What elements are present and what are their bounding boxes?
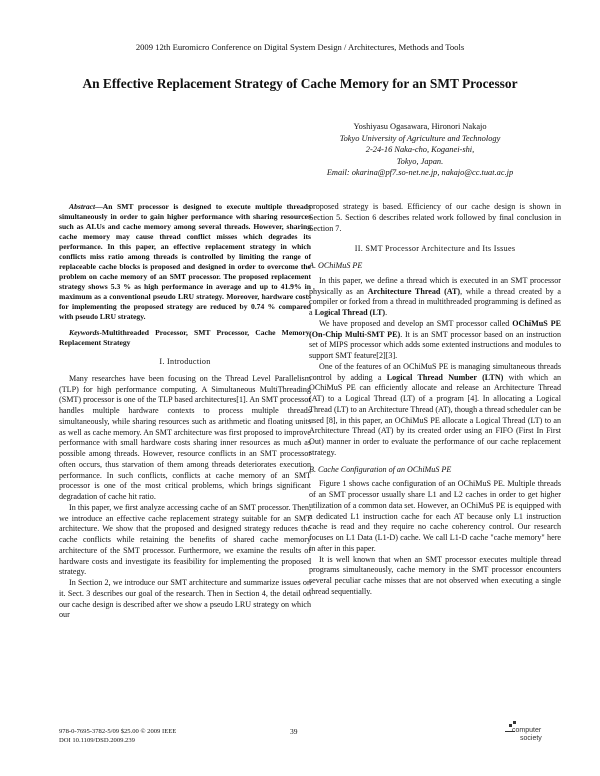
keywords-text: -Multithreaded Processor, SMT Processor, Cache Memory, Replacement Strategy <box>59 328 311 347</box>
term-logical-thread-number: Logical Thread Number (LTN) <box>386 372 504 382</box>
term-architecture-thread: Architecture Thread (AT) <box>367 286 461 296</box>
term-ochimus-pe: OChiMuS PE (On-Chip Multi-SMT PE) <box>309 318 561 339</box>
conference-header: 2009 12th Euromicro Conference on Digital System Design / Architectures, Methods and Tools <box>135 42 465 52</box>
section-heading-introduction: I. Introduction <box>159 357 211 366</box>
paper-title: An Effective Replacement Strategy of Cache Memory for an SMT Processor <box>82 76 518 91</box>
cache-paragraph-2: It is well known that when an SMT processor executes multiple thread programs simultaneously, cache memory in the SMT processor encounters several peculiar cache misses that are not observed when executing a single thread sequentially. <box>309 554 561 596</box>
intro-paragraph-2: In this paper, we first analyze accessing cache of an SMT processor. Then, we introduce an effective cache replacement strategy suitable for an SMT architecture. We show that the proposed and designed strategy reduces the cache conflicts while retaining the benefits of shared cache memory architecture of the SMT processor. Furthermore, we examine the results of hardware costs and investigate its feasibility for implementing the proposed strategy. <box>59 502 311 577</box>
logo-text-society: society <box>520 735 542 742</box>
keywords <box>59 328 311 348</box>
abstract-label: Abstract <box>69 202 96 211</box>
intro-paragraph-1: Many researches have been focusing on the Thread Level Parallelism (TLP) for high performance computing. A Simultaneous MultiThreading (SMT) processor is one of the TLP based architectures[1]. An SMT processor handles multiple hardware contexts to process multiple threads simultaneously, while sharing resources such as arithmetic and floating units as well as cache memory. An SMT architecture was first proposed to improve performance with small hardware costs sharing inner resources as much as possible among threads. However, resource conflicts in an SMT processor often occurs, thus starvation of them among threads deteriorates execution performance. In such conflicts, conflicts at cache memory of an SMT processor is one of the most critical problems, which brings significant degradation of cache hit ratio. <box>59 373 311 501</box>
author-affiliation: Tokyo University of Agriculture and Technology <box>339 133 501 143</box>
intro-continued-paragraph: proposed strategy is based. Efficiency of our cache design is shown in Section 5. Section 6 describes related work followed by final conclusion in Section 7. <box>309 202 561 233</box>
keywords-label: Keywords <box>69 328 100 337</box>
author-block <box>240 121 600 179</box>
section-heading-architecture: II. SMT Processor Architecture and Its Issues <box>354 244 516 254</box>
logo-mark-icon <box>504 721 518 747</box>
arch-paragraph-2: We have proposed and develop an SMT processor called OChiMuS PE (On-Chip Multi-SMT PE). It is an SMT processor based on an instruction set of MIPS processor which adds some extented instructions and modules to support SMT feature[2][3]. <box>309 318 562 360</box>
abstract-text: —An SMT processor is designed to execute multiple threads simultaneously in order to gain higher performance with sharing resources such as ALUs and cache memory among several threads. However, sharing cache memory may cause thread conflict misses which degrades its performance. In this paper, an effective replacement strategy in which conflicts miss ratio among threads is controlled by limiting the range of replaceable cache blocks is proposed and designed in order to overcome the problem on cache memory of an SMT processor. The proposed replacement strategy shows 5.3 % as high performance in average and up to 41.9% in maximum as a conventional pseudo LRU strategy. Moreover, hardware costs for implementing the proposed strategy are reduced by 0.74 % compared with pseudo LRU strategy. <box>59 202 311 321</box>
arch-paragraph-1: In this paper, we define a thread which is executed in an SMT processor physically as an Architecture Thread (AT), while a thread created by a compiler or forked from a thread in multithreaded programming is defined as a Logical Thread (LT). <box>309 275 561 317</box>
page-number: 39 <box>290 727 298 736</box>
footer-isbn: 978-0-7695-3782-5/09 $25.00 © 2009 IEEE <box>59 728 177 735</box>
author-names: Yoshiyasu Ogasawara, Hironori Nakajo <box>353 122 487 131</box>
term-logical-thread: Logical Thread (LT) <box>314 308 386 317</box>
intro-paragraph-3: In Section 2, we introduce our SMT architecture and summarize issues on it. Sect. 3 describes our goal of the research. Then in Section 4, the detail on our cache design is described after we show a pseudo LRU strategy on which our <box>59 578 311 620</box>
subsection-heading-cache-config: B. Cache Configuration of an OChiMuS PE <box>309 464 452 474</box>
left-column <box>59 202 311 621</box>
footer-copyright <box>59 727 176 745</box>
logo-text-computer: computer <box>512 727 542 734</box>
author-address-1: 2-24-16 Naka-cho, Koganei-shi, <box>365 145 475 155</box>
right-column <box>309 202 561 598</box>
abstract <box>59 202 311 322</box>
footer-doi: DOI 10.1109/DSD.2009.239 <box>59 737 135 744</box>
author-address-2: Tokyo, Japan. <box>396 156 444 166</box>
cache-paragraph-1: Figure 1 shows cache configuration of an OChiMuS PE. Multiple threads of an SMT processor usually share L1 and L2 caches in order to get higher utilization of a common data set. However, an OChiMuS PE is equipped with a dedicated L1 instruction cache for each AT because only L1 instruction cache is read and they require no cache coherency control. Our research focuses on L1 Data (L1-D) cache. We call L1-D cache "cache memory" here in after in this paper. <box>309 479 561 553</box>
computer-society-logo <box>504 721 554 747</box>
author-email: Email: okarina@pf7.so-net.ne.jp, nakajo@cc.tuat.ac.jp <box>326 168 514 178</box>
arch-paragraph-3: One of the features of an OChiMuS PE is managing simultaneous threads control by adding a Logical Thread Number (LTN) with which an OChiMuS PE can efficiently allocate and release an Architecture Thread (AT) to a Logical Thread (LT) of a program [4]. In allocating a Logical Thread (LT) to an Architecture Thread (AT), though a thread scheduler can be used [8], in this paper, an OChiMuS PE allocate a Logical Thread (LT) to an Architecture Thread (AT) by its created order using an FIFO (First In First Out) manner in order to evaluate the performance of our cache replacement strategy. <box>309 361 561 457</box>
subsection-heading-ochimus: A. OChiMuS PE <box>309 261 363 270</box>
